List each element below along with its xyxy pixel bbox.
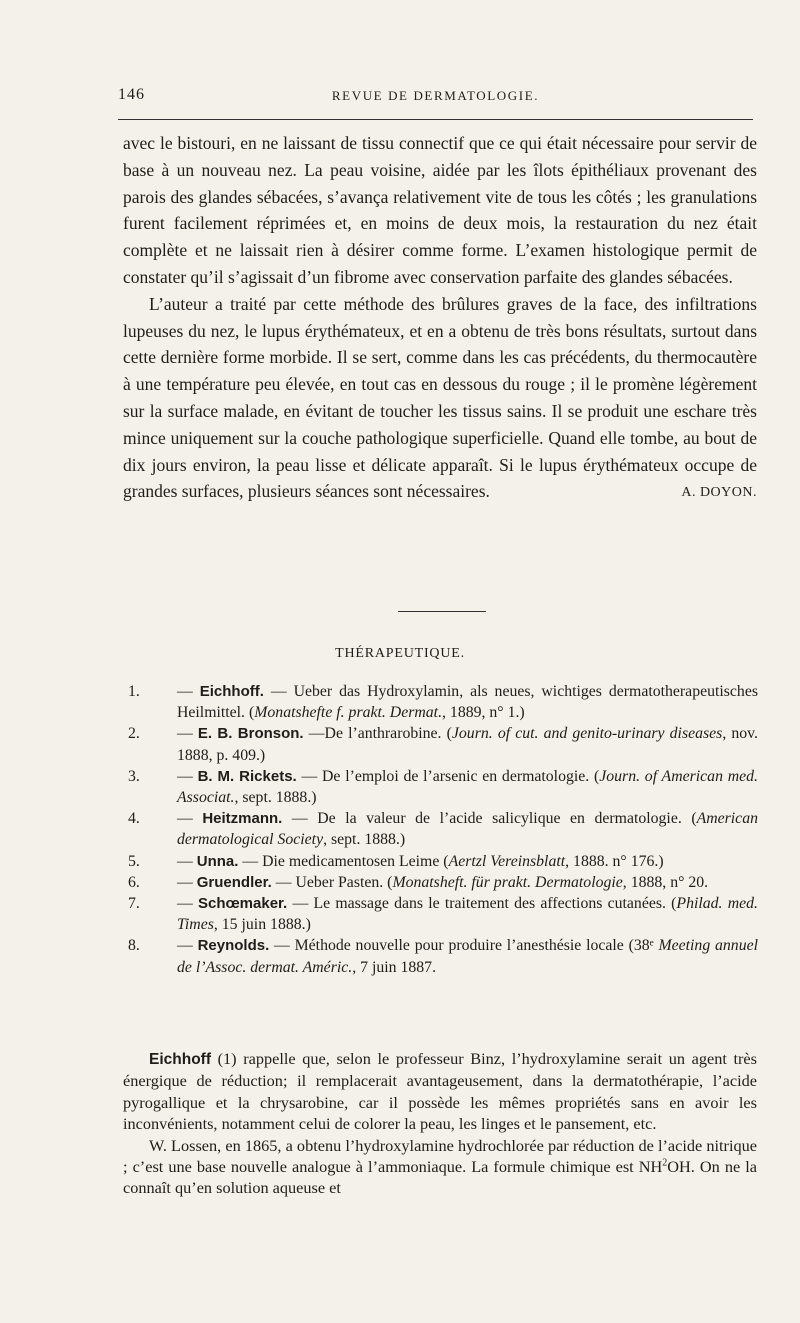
reference-item: 4. — Heitzmann. — De la valeur de l’acide salicylique en dermatologie. (American dermatological Society, sept. 1888.) (128, 810, 758, 849)
reference-number: 6. (128, 873, 140, 891)
reference-author: Eichhoff. (199, 683, 264, 700)
reference-number: 1. (128, 683, 140, 700)
section-title: THÉRAPEUTIQUE. (335, 646, 465, 661)
lossen-text-b: OH. On ne la connaît qu’en solution aqueuse et (123, 1157, 757, 1198)
reference-item: 5. — Unna. — Die medicamentosen Leime (Aertzl Vereinsblatt, 1888. n° 176.) (128, 851, 758, 872)
eichhoff-paragraph-text: (1) rappelle que, selon le professeur Binz, l’hydroxylamine serait un agent très énergique de réduction; il remplacerait avantageusement, dans la dermatothérapie, l’acide pyrogallique et la chrysarobine, car il possède les mêmes propriétés sans en avoir les inconvénients, notamment celui de colorer la peau, les linges et le pansement, etc. (123, 1049, 757, 1134)
reference-item: 1. — Eichhoff. — Ueber das Hydroxylamin, als neues, wichtiges dermatotherapeutisches Heilmittel. (Monatshefte f. prakt. Dermat., 1889, n° 1.) (128, 683, 758, 722)
reference-title: Die medicamentosen Leime (262, 852, 440, 870)
reference-list (128, 681, 758, 978)
lossen-text-a: W. Lossen, en 1865, a obtenu l’hydroxylamine hydrochlorée par réduction de l’acide nitrique ; c’est une base nouvelle analogue à l’ammoniaque. La formule chimique est NH (123, 1135, 757, 1177)
reference-number: 8. (128, 937, 140, 955)
header-rule (118, 119, 753, 120)
reference-journal: Journ. of American med. Associat. (177, 767, 758, 807)
reference-details: , sept. 1888.) (234, 789, 317, 807)
reference-title: Ueber das Hydroxylamin, als neues, wichtiges dermatotherapeutisches Heilmittel. (177, 683, 758, 722)
formula-subscript: 2 (662, 1157, 668, 1169)
reference-item: 7. — Schœmaker. — Le massage dans le traitement des affections cutanées. (Philad. med. Times, 15 juin 1888.) (128, 895, 758, 934)
reference-author: Reynolds. (197, 937, 270, 955)
paragraph-2 (123, 291, 757, 505)
reference-author: B. M. Rickets. (197, 767, 297, 785)
reference-title: De l’anthrarobine. (324, 725, 442, 743)
reference-details: , 1888. n° 176.) (565, 852, 664, 870)
reference-details: , 15 juin 1888.) (213, 916, 311, 934)
reference-journal: Philad. med. Times (177, 895, 758, 934)
reference-title: Le massage dans le traitement des affections cutanées. (313, 895, 666, 913)
page-number: 146 (118, 86, 145, 103)
running-title: REVUE DE DERMATOLOGIE. (331, 88, 540, 103)
paragraph-2-text: L’auteur a traité par cette méthode des brûlures graves de la face, des infiltrations lupeuses du nez, le lupus érythémateux, et en a obtenu de très bons résultats, surtout dans cette dernière forme morbide. Il se sert, comme dans les cas précédents, du thermocautère à une température peu élevée, en tout cas en dessous du rouge ; il le promène légèrement sur la surface malade, en évitant de toucher les tissus sains. Il se produit une eschare très mince uniquement sur la couche pathologique superficielle. Quand elle tombe, au bout de dix jours environ, la peau lisse et délicate apparaît. Si le lupus érythémateux occupe de grandes surfaces, plusieurs séances sont nécessaires. (123, 293, 757, 502)
reference-item: 8. — Reynolds. — Méthode nouvelle pour produire l’anesthésie locale (38ᵉ Meeting annuel de l’Assoc. dermat. Améric., 7 juin 1887. (128, 937, 758, 976)
reference-details: , 1888, n° 20. (622, 873, 709, 891)
page-header (118, 86, 753, 108)
reference-item: 2. — E. B. Bronson. —De l’anthrarobine. (Journ. of cut. and genito-urinary diseases, nov. 1888, p. 409.) (128, 725, 758, 764)
reference-journal: Journ. of cut. and genito-urinary diseases (451, 725, 723, 743)
reference-number: 3. (128, 767, 140, 785)
reference-author: Schœmaker. (198, 895, 288, 913)
paragraph-1: avec le bistouri, en ne laissant de tissu connectif que ce qui était nécessaire pour servir de base à un nouveau nez. La peau voisine, aidée par les îlots épithéliaux provenant des parois des glandes sébacées, s’avança relativement vite de tous les côtés ; les granulations furent facilement réprimées et, en moins de deux mois, la restauration du nez était complète et ne laissait rien à désirer comme forme. L’examen histologique permit de constater qu’il s’agissait d’un fibrome avec conservation parfaite des glandes sébacées. (123, 133, 757, 287)
reference-title: De la valeur de l’acide salicylique en dermatologie. (317, 810, 682, 828)
reference-journal: American dermatological Society (177, 810, 758, 849)
reference-journal: Meeting annuel de l’Assoc. dermat. Améric. (177, 937, 758, 976)
lossen-paragraph (123, 1135, 757, 1199)
reference-journal: Monatshefte f. prakt. Dermat. (254, 704, 443, 722)
body-top (123, 130, 757, 507)
reference-details: , 1889, n° 1.) (442, 704, 525, 722)
reference-number: 7. (128, 895, 140, 913)
signature: A. DOYON. (681, 485, 757, 501)
reference-item: 6. — Gruendler. — Ueber Pasten. (Monatsheft. für prakt. Dermatologie, 1888, n° 20. (128, 872, 758, 893)
lead-author: Eichhoff (149, 1051, 211, 1068)
reference-author: E. B. Bronson. (197, 725, 304, 743)
reference-title: Méthode nouvelle pour produire l’anesthésie locale (38ᵉ (294, 937, 654, 955)
eichhoff-paragraph (123, 1048, 757, 1135)
reference-details: , sept. 1888.) (323, 831, 406, 849)
reference-author: Unna. (196, 852, 239, 870)
section-divider (398, 611, 486, 612)
reference-journal: Monatsheft. für prakt. Dermatologie (392, 873, 623, 891)
reference-number: 2. (128, 725, 140, 743)
reference-author: Gruendler. (196, 873, 272, 891)
reference-author: Heitzmann. (202, 810, 283, 828)
reference-title: De l’emploi de l’arsenic en dermatologie. (322, 767, 590, 785)
reference-details: , nov. 1888, p. 409.) (177, 725, 758, 764)
reference-title: Ueber Pasten. (295, 873, 384, 891)
reference-item: 3. — B. M. Rickets. — De l’emploi de l’arsenic en dermatologie. (Journ. of American med. Associat., sept. 1888.) (128, 767, 758, 807)
reference-journal: Aertzl Vereinsblatt (448, 852, 566, 870)
reference-number: 5. (128, 852, 140, 870)
reference-number: 4. (128, 810, 140, 828)
body-bottom (123, 1048, 757, 1199)
reference-details: , 7 juin 1887. (352, 958, 437, 976)
